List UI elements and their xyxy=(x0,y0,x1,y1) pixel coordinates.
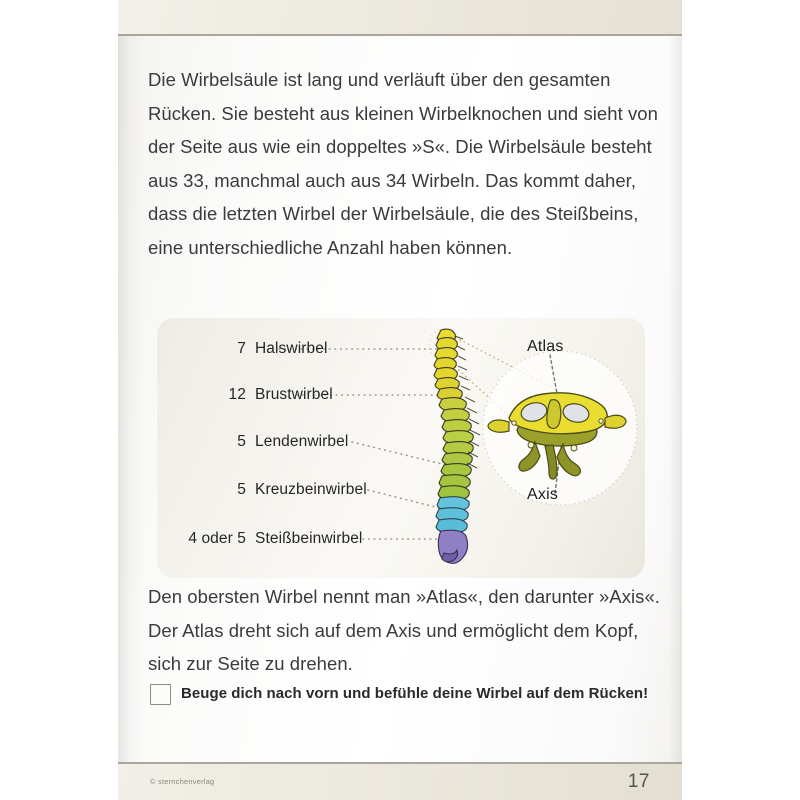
segment-row-0 xyxy=(182,340,328,358)
segment-count-3: 5 xyxy=(237,481,246,498)
segment-row-3 xyxy=(182,481,367,499)
intro-paragraph xyxy=(148,63,660,264)
task-checkbox[interactable] xyxy=(150,684,171,705)
book-page xyxy=(118,0,682,800)
segment-label-1: Brustwirbel xyxy=(255,386,333,403)
segment-label-0: Halswirbel xyxy=(255,340,328,357)
callout-label-atlas: Atlas xyxy=(527,338,564,355)
segment-label-2: Lendenwirbel xyxy=(255,433,349,450)
spine-illustration xyxy=(434,329,480,563)
spine-diagram xyxy=(157,318,645,578)
segment-count-2: 5 xyxy=(237,433,246,450)
page-gutter-shadow xyxy=(118,0,144,800)
task-text: Beuge dich nach vorn und befühle deine Wirbel auf dem Rücken! xyxy=(181,685,649,702)
segment-label-4: Steißbeinwirbel xyxy=(255,530,363,547)
task-item[interactable] xyxy=(150,682,655,705)
page-right-edge-shadow xyxy=(668,0,682,800)
footer-copyright: © sternchenverlag xyxy=(150,777,215,786)
closing-paragraph xyxy=(148,580,660,681)
callout-label-axis: Axis xyxy=(527,486,559,503)
spine-figure-card xyxy=(157,318,645,578)
intro-paragraph-text: Die Wirbelsäule ist lang und verläuft über den gesamten Rücken. Sie besteht aus kleinen Wirbelknochen und sieht von der Seite aus wie ein doppeltes »S«. Die Wirbelsäule besteht aus 33, manchmal auch aus 34 Wirbeln. Das kommt daher, dass die letzten Wirbel der Wirbelsäule, die des Steißbeins, eine unterschiedliche Anzahl haben können. xyxy=(148,69,658,258)
segment-count-4: 4 oder 5 xyxy=(188,530,246,547)
closing-paragraph-text: Den obersten Wirbel nennt man »Atlas«, den darunter »Axis«. Der Atlas dreht sich auf dem Axis und ermöglicht dem Kopf, sich zur Seite zu drehen. xyxy=(148,586,660,674)
segment-label-3: Kreuzbeinwirbel xyxy=(255,481,367,498)
footer-page-number: 17 xyxy=(627,771,650,792)
segment-row-2 xyxy=(182,433,348,451)
segment-count-1: 12 xyxy=(228,386,246,403)
segment-row-4 xyxy=(182,530,362,548)
page-footer-band xyxy=(118,762,682,800)
segment-count-0: 7 xyxy=(237,340,246,357)
segment-row-1 xyxy=(182,386,333,404)
page-top-band xyxy=(118,0,682,36)
